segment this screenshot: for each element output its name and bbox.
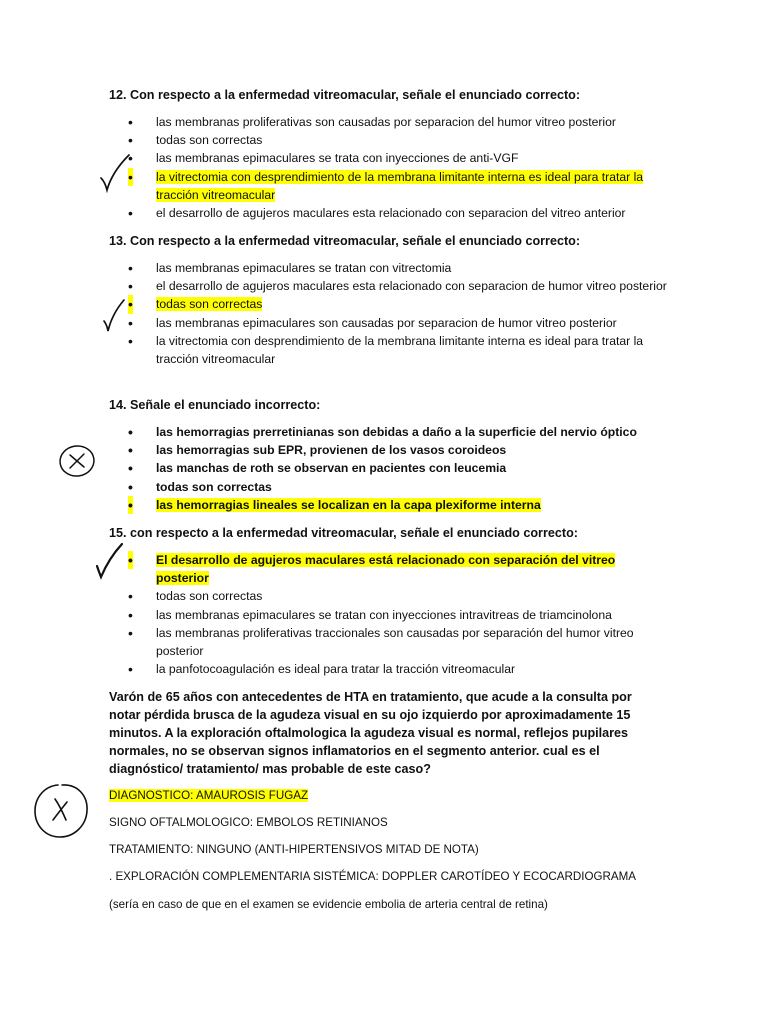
sign-line: SIGNO OFTALMOLOGICO: EMBOLOS RETINIANOS [109, 816, 388, 829]
option-highlighted [128, 295, 668, 313]
option: • las hemorragias prerretinianas son debidas a daño a la superficie del nervio óptico [128, 423, 668, 441]
option: • las manchas de roth se observan en pacientes con leucemia [128, 459, 668, 477]
option-highlighted [128, 551, 668, 587]
option: • todas son correctas [128, 478, 668, 496]
highlighted-text: El desarrollo de agujeros maculares está relacionado con separación del vitreo posterior [156, 553, 616, 586]
option: • las membranas epimaculares se trata con inyecciones de anti-VGF [128, 149, 668, 167]
option: • el desarrollo de agujeros maculares esta relacionado con separacion de humor vitreo posterior [128, 277, 668, 295]
option: • las membranas epimaculares se tratan con vitrectomia [128, 259, 668, 277]
note-line: (sería en caso de que en el examen se evidencie embolia de arteria central de retina) [109, 898, 548, 911]
option: • todas son correctas [128, 587, 668, 605]
circled-x-icon [28, 780, 94, 842]
clinical-case-text: Varón de 65 años con antecedentes de HTA en tratamiento, que acude a la consulta por notar pérdida brusca de la agudeza visual en su ojo izquierdo por aproximadamente 15 minutos. A la exploración oftalmologica la agudeza visual es normal, reflejos pupilares normales, no se observan signos inflamatorios en el segmento anterior. cual es el diagnóstico/ tratamiento/ mas probable de este caso? [109, 690, 632, 776]
highlighted-text: todas son correctas [156, 297, 263, 312]
option: • la vitrectomia con desprendimiento de la membrana limitante interna es ideal para tratar la tracción vitreomacular [128, 332, 668, 368]
treatment-line: TRATAMIENTO: NINGUNO (ANTI-HIPERTENSIVOS MITAD DE NOTA) [109, 843, 479, 856]
question-15-options [128, 551, 668, 678]
highlighted-text: la vitrectomia con desprendimiento de la membrana limitante interna es ideal para tratar la tracción vitreomacular [156, 169, 644, 202]
question-13-title: 13. Con respecto a la enfermedad vitreomacular, señale el enunciado correcto: [109, 234, 581, 248]
circled-x-icon [56, 442, 100, 482]
question-14-options [128, 423, 668, 514]
option: • las hemorragias sub EPR, provienen de los vasos coroideos [128, 441, 668, 459]
question-12-title: 12. Con respecto a la enfermedad vitreomacular, señale el enunciado correcto: [109, 88, 581, 102]
check-mark-icon [98, 152, 134, 194]
exploration-line: . EXPLORACIÓN COMPLEMENTARIA SISTÉMICA: DOPPLER CAROTÍDEO Y ECOCARDIOGRAMA [109, 870, 636, 883]
question-12-options [128, 113, 668, 222]
option: • todas son correctas [128, 131, 668, 149]
check-mark-icon [100, 296, 130, 336]
option: • la panfotocoagulación es ideal para tratar la tracción vitreomacular [128, 660, 668, 678]
option-highlighted [128, 168, 668, 204]
option: • las membranas epimaculares son causadas por separacion de humor vitreo posterior [128, 314, 668, 332]
question-13-options [128, 259, 668, 368]
highlighted-text: las hemorragias lineales se localizan en la capa plexiforme interna [156, 497, 541, 512]
option: • las membranas proliferativas son causadas por separacion del humor vitreo posterior [128, 113, 668, 131]
diagnosis-text: DIAGNOSTICO: AMAUROSIS FUGAZ [109, 789, 309, 802]
option: • las membranas epimaculares se tratan con inyecciones intravitreas de triamcinolona [128, 606, 668, 624]
option: • el desarrollo de agujeros maculares esta relacionado con separacion del vitreo anterior [128, 204, 668, 222]
option-highlighted [128, 496, 668, 514]
question-14-title: 14. Señale el enunciado incorrecto: [109, 398, 321, 412]
check-mark-icon [94, 540, 128, 582]
diagnosis-line [109, 788, 669, 804]
option: • las membranas proliferativas traccionales son causadas por separación del humor vitreo posterior [128, 624, 668, 660]
question-15-title: 15. con respecto a la enfermedad vitreomacular, señale el enunciado correcto: [109, 526, 578, 540]
